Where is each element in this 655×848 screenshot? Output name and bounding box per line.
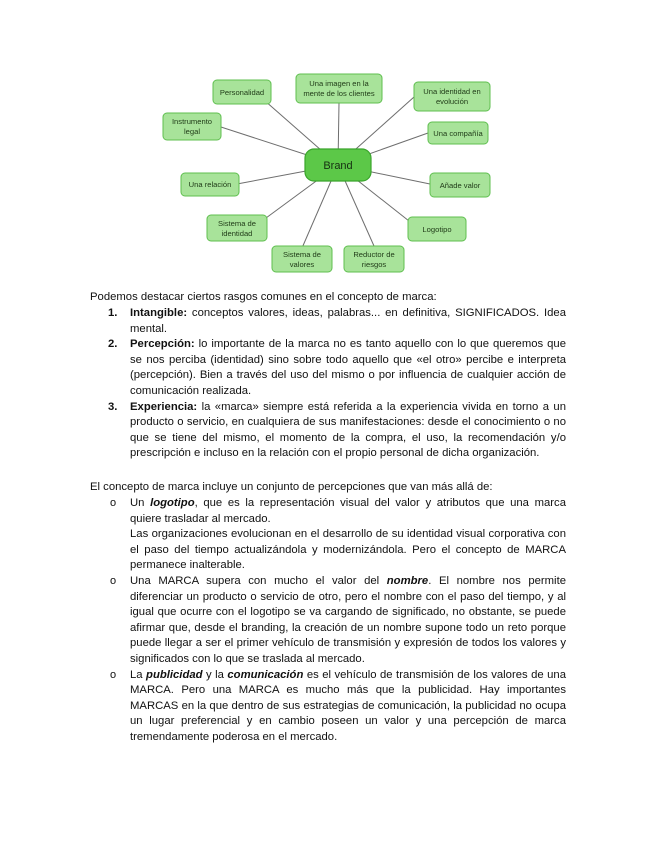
concept-node-label: Una imagen en la xyxy=(309,79,369,88)
concept-node-label: Sistema de xyxy=(283,250,321,259)
concept-node-label: Reductor de xyxy=(353,250,395,259)
concept-node-label: Una compañía xyxy=(433,129,483,138)
trait-item xyxy=(108,337,566,399)
perceptions-list xyxy=(110,496,566,746)
concept-node xyxy=(163,113,221,140)
trait-text: conceptos valores, ideas, palabras... en definitiva, SIGNIFICADOS. Idea mental. xyxy=(130,307,566,335)
concept-node-label: Una relación xyxy=(188,180,232,189)
concept-node-label: Logotipo xyxy=(422,225,452,234)
trait-text: la «marca» siempre está referida a la experiencia vivida en torno a un producto o servicio, en cualquiera de sus manifestaciones: desde el conocimiento o no que se tiene del mismo, el momento de la compra, el uso, la recomendación y/o prescripción e incluso en la relación con el propio personal de dicha organización. xyxy=(130,400,566,460)
trait-number: 1. xyxy=(108,307,118,319)
brand-traits-list xyxy=(108,306,566,462)
perception-text: Una MARCA supera con mucho el valor del xyxy=(130,574,387,587)
concept-node-label: Añade valor xyxy=(439,181,481,190)
perception-text: La xyxy=(130,668,147,681)
central-brand-node xyxy=(305,149,371,181)
bullet-marker: o xyxy=(110,574,117,587)
trait-term: Intangible: xyxy=(130,307,188,319)
concept-node-label: mente de los clientes xyxy=(303,89,375,98)
concept-node-label: riesgos xyxy=(361,260,387,269)
concept-node-label: Instrumento xyxy=(171,117,213,126)
concept-node-label: Personalidad xyxy=(219,88,265,97)
trait-item xyxy=(108,306,566,337)
concept-node xyxy=(272,246,332,272)
brand-mind-map xyxy=(0,0,655,280)
traits-intro: Podemos destacar ciertos rasgos comunes en el concepto de marca: xyxy=(90,291,437,303)
concept-node xyxy=(213,80,271,104)
trait-item xyxy=(108,400,566,462)
concept-node xyxy=(408,217,466,241)
perception-extra: Las organizaciones evolucionan en el desarrollo de su identidad visual corporativa con el paso del tiempo actualizándola y modernizándola. Pero el concepto de MARCA permanece inalterable. xyxy=(130,528,566,572)
concept-node xyxy=(344,246,404,272)
perception-text: , que es la representación visual del valor y atributos que una marca quiere trasladar al mercado. xyxy=(130,497,566,525)
trait-text: lo importante de la marca no es tanto aquello con lo que queremos que se nos perciba (identidad) sino sobre todo aquello que «el otro» percibe e interpreta (percepción). Bien a través del uso del mismo o por influencia de cualquier acción de comunicación realizada. xyxy=(130,338,566,397)
concept-node xyxy=(181,173,239,196)
concept-node xyxy=(414,82,490,111)
central-brand-label: Brand xyxy=(323,160,353,172)
perception-text: . El nombre nos permite diferenciar un producto o servicio de otro, pero el nombre con el paso del tiempo, y al igual que ocurre con el logotipo se va cargando de significado, no obstante, se puede afirmar que, desde el branding, la creación de un nombre supone todo un reto porque puede llegar a ser el primer vehículo de transmisión y expresión de todos los valores y significados con lo que se traslada al mercado. xyxy=(130,574,566,665)
perception-keyword: logotipo xyxy=(150,497,195,509)
trait-term: Experiencia: xyxy=(130,400,198,413)
trait-number: 3. xyxy=(108,400,118,413)
perception-item xyxy=(110,496,566,574)
trait-term: Percepción: xyxy=(130,338,195,351)
concept-node-label: valores xyxy=(289,260,315,269)
concept-node-label: Sistema de xyxy=(218,219,256,228)
perception-text: Un xyxy=(130,497,151,509)
concept-node xyxy=(207,215,267,241)
perception-item xyxy=(110,668,566,746)
perception-text: y la xyxy=(202,668,228,681)
concept-node-label: Una identidad en xyxy=(423,87,481,96)
perception-keyword: publicidad xyxy=(146,668,203,681)
concept-node xyxy=(430,173,490,197)
perceptions-intro: El concepto de marca incluye un conjunto de percepciones que van más allá de: xyxy=(90,481,493,493)
perception-text: es el vehículo de transmisión de los valores de una MARCA. Pero una MARCA es mucho más que la publicidad. Hay importantes MARCAS en la que dentro de sus estrategias de comunicación, la publicidad no ocupa un lugar preferencial y en cambio poseen un valor y una percepción de marca tremendamente poderosa en el mercado. xyxy=(130,668,566,743)
concept-node-label: legal xyxy=(183,127,201,136)
trait-number: 2. xyxy=(108,338,118,351)
perception-item xyxy=(110,574,566,668)
bullet-marker: o xyxy=(110,668,117,681)
perception-keyword: nombre xyxy=(386,574,429,587)
concept-node-label: evolución xyxy=(435,97,469,106)
perception-keyword: comunicación xyxy=(227,668,304,681)
concept-node-label: identidad xyxy=(221,229,253,238)
concept-node xyxy=(296,74,382,103)
bullet-marker: o xyxy=(110,497,117,509)
concept-node xyxy=(428,122,488,144)
